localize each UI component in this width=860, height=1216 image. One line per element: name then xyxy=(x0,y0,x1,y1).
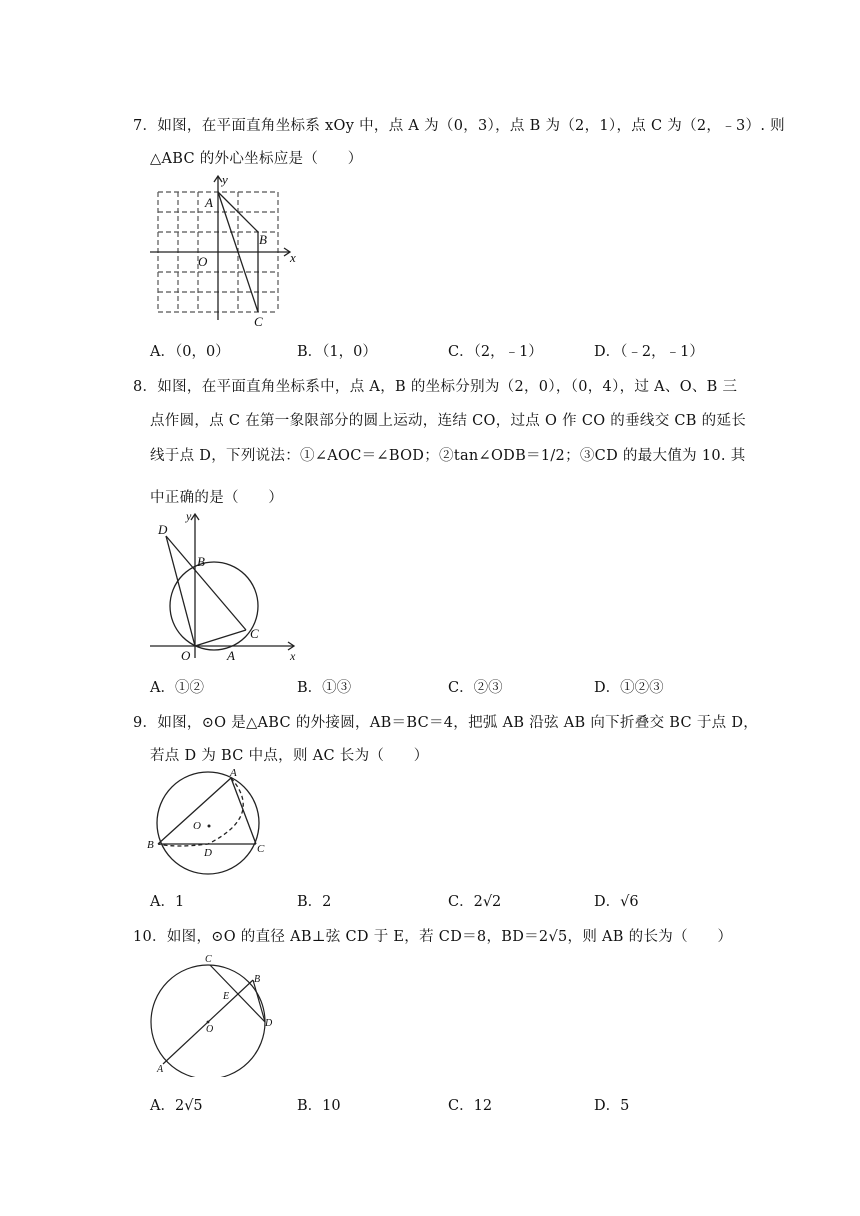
q7-figure xyxy=(148,170,308,330)
q9-option-b[interactable]: B．2 xyxy=(297,894,332,910)
q10-label-E: E xyxy=(223,991,230,1002)
q9-line-1: 9．如图，⊙O 是△ABC 的外接圆，AB＝BC＝4，把弧 AB 沿弦 AB 向下折叠交 BC 于点 D， xyxy=(133,715,759,731)
q10-label-B: B xyxy=(254,974,261,985)
q8-line-2: 点作圆，点 C 在第一象限部分的圆上运动，连结 CO，过点 O 作 CO 的垂线交 CB 的延长 xyxy=(150,413,747,429)
q8-line-4: 中正确的是（ ） xyxy=(150,490,284,506)
q8-label-D: D xyxy=(158,522,168,537)
q7-label-A: A xyxy=(205,195,213,210)
q10-option-a[interactable]: A．2√5 xyxy=(150,1098,203,1114)
q9-option-d[interactable]: D．√6 xyxy=(594,894,639,910)
q8-label-A: A xyxy=(227,648,235,663)
q7-line-2: △ABC 的外心坐标应是（ ） xyxy=(150,151,363,167)
q10-figure xyxy=(145,952,280,1077)
q7-line-1: 7．如图，在平面直角坐标系 xOy 中，点 A 为（0，3），点 B 为（2，1），点 C 为（2，﹣3）. 则 xyxy=(133,118,785,134)
q8-option-b[interactable]: B．①③ xyxy=(297,680,352,696)
q7-option-b[interactable]: B．（1，0） xyxy=(297,344,377,360)
q8-label-y: y xyxy=(186,509,192,523)
q9-label-C: C xyxy=(257,843,265,855)
q8-label-O: O xyxy=(181,648,191,663)
q10-option-b[interactable]: B．10 xyxy=(297,1098,341,1114)
q8-option-d[interactable]: D．①②③ xyxy=(594,680,664,696)
q7-option-a[interactable]: A．（0，0） xyxy=(150,344,230,360)
q9-line-2: 若点 D 为 BC 中点，则 AC 长为（ ） xyxy=(150,748,429,764)
q10-option-c[interactable]: C．12 xyxy=(448,1098,493,1114)
q9-label-O: O xyxy=(193,820,201,832)
q8-line-3: 线于点 D，下列说法：①∠AOC＝∠BOD；②tan∠ODB＝1/2；③CD 的最大值为 10. 其 xyxy=(150,448,746,464)
q8-line-1: 8．如图，在平面直角坐标系中，点 A，B 的坐标分别为（2，0），（0，4），过 A、O、B 三 xyxy=(133,379,738,395)
q10-line-1: 10．如图，⊙O 的直径 AB⊥弦 CD 于 E，若 CD＝8，BD＝2√5，则 AB 的长为（ ） xyxy=(133,929,733,945)
q7-option-c[interactable]: C．（2，﹣1） xyxy=(448,344,543,360)
q8-label-B: B xyxy=(197,554,205,569)
q9-label-D: D xyxy=(204,847,212,859)
q8-label-x: x xyxy=(290,649,296,663)
q9-option-a[interactable]: A．1 xyxy=(150,894,185,910)
q8-figure xyxy=(148,508,308,663)
q7-label-y: y xyxy=(222,172,228,187)
q9-option-c[interactable]: C．2√2 xyxy=(448,894,502,910)
q10-option-d[interactable]: D．5 xyxy=(594,1098,630,1114)
q8-option-c[interactable]: C．②③ xyxy=(448,680,503,696)
q10-label-A: A xyxy=(157,1064,164,1075)
q9-label-B: B xyxy=(147,839,154,851)
q7-label-B: B xyxy=(259,232,267,247)
q8-label-C: C xyxy=(250,626,259,641)
q9-label-A: A xyxy=(230,767,237,779)
q7-option-d[interactable]: D．（﹣2，﹣1） xyxy=(594,344,704,360)
q7-label-x: x xyxy=(290,250,296,265)
q7-label-O: O xyxy=(198,254,208,269)
q10-label-C: C xyxy=(205,954,212,965)
q9-figure xyxy=(146,766,276,881)
q8-option-a[interactable]: A．①② xyxy=(150,680,204,696)
q10-label-O: O xyxy=(206,1024,214,1035)
q10-label-D: D xyxy=(265,1018,273,1029)
q7-label-C: C xyxy=(254,314,263,329)
